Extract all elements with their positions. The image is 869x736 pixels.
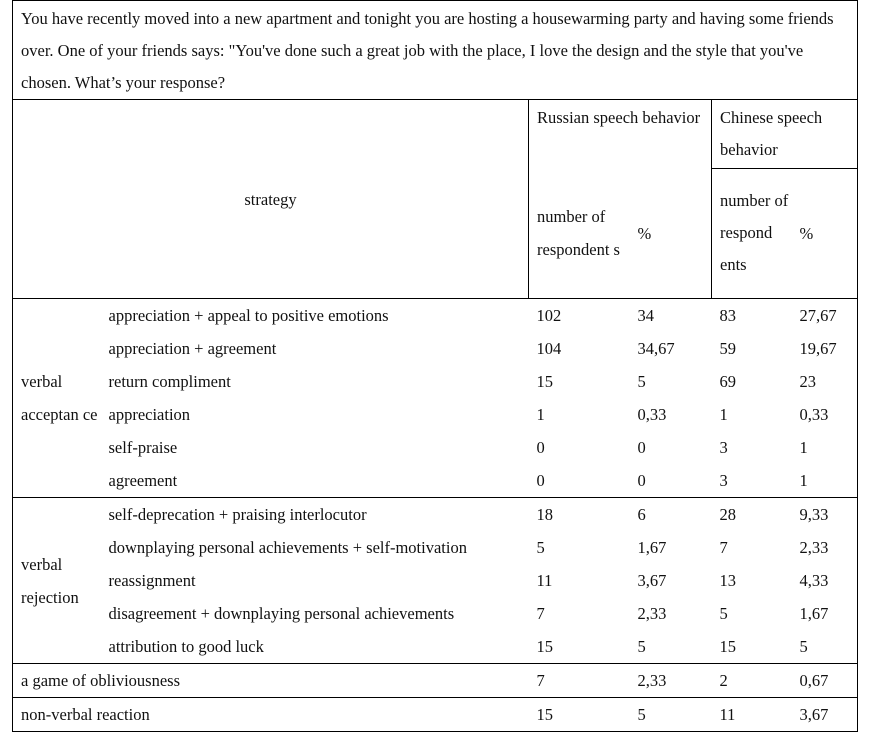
ru-count-cell: 15 xyxy=(529,630,630,664)
ru-count-cell: 0 xyxy=(536,438,545,457)
cn-count-cell: 28 xyxy=(719,505,736,524)
chinese-count-header: number of respond ents xyxy=(712,168,792,299)
cn-percent-cell: 9,33 xyxy=(792,498,858,532)
table-row xyxy=(13,365,858,398)
ru-count-cell: 11 xyxy=(536,571,553,590)
chinese-header: Chinese speech behavior xyxy=(712,100,858,169)
group-label-acceptance: verbal acceptan ce xyxy=(13,299,101,498)
table-row xyxy=(13,597,858,630)
strategy-cell: downplaying personal achievements + self-motivation xyxy=(108,538,467,557)
ru-count-cell: 15 xyxy=(529,698,630,732)
strategy-cell: a game of obliviousness xyxy=(13,664,529,698)
russian-percent-header: % xyxy=(630,168,712,299)
cn-count-cell: 83 xyxy=(719,306,736,325)
cn-percent-cell: 5 xyxy=(792,630,858,664)
scenario-prompt: You have recently moved into a new apartment and tonight you are hosting a housewarming party and having some friends over. One of your friends says: "You've done such a great job with the place, I love the design and the style that you've chosen. What’s your response? xyxy=(13,1,858,100)
cn-count-cell: 69 xyxy=(719,372,736,391)
cn-percent-cell: 4,33 xyxy=(792,564,858,597)
cn-count-cell: 5 xyxy=(719,604,728,623)
ru-percent-cell: 1,67 xyxy=(637,538,667,557)
table-row xyxy=(13,398,858,431)
cn-percent-cell: 0,33 xyxy=(792,398,858,431)
ru-count-cell: 18 xyxy=(536,505,553,524)
table-row xyxy=(13,664,858,698)
strategy-cell: non-verbal reaction xyxy=(13,698,529,732)
table-row xyxy=(13,332,858,365)
strategy-cell: appreciation xyxy=(108,405,191,424)
strategy-cell: self-deprecation + praising interlocutor xyxy=(108,505,367,524)
russian-count-header: number of respondent s xyxy=(529,168,630,299)
cn-count-cell: 15 xyxy=(712,630,792,664)
ru-count-cell: 102 xyxy=(536,306,562,325)
table-row xyxy=(13,531,858,564)
table-row xyxy=(13,299,858,333)
ru-percent-cell: 2,33 xyxy=(637,604,667,623)
cn-count-cell: 2 xyxy=(712,664,792,698)
strategy-cell: disagreement + downplaying personal achievements xyxy=(108,604,455,623)
ru-percent-cell: 5 xyxy=(630,698,712,732)
ru-percent-cell: 34,67 xyxy=(637,339,675,358)
strategy-cell: return compliment xyxy=(108,372,231,391)
strategy-cell: attribution to good luck xyxy=(101,630,529,664)
cn-percent-cell: 1 xyxy=(792,464,858,498)
cn-percent-cell: 1 xyxy=(792,431,858,464)
cn-count-cell: 1 xyxy=(719,405,728,424)
cn-count-cell: 13 xyxy=(719,571,736,590)
cn-percent-cell: 1,67 xyxy=(792,597,858,630)
ru-count-cell: 7 xyxy=(536,604,545,623)
ru-count-cell: 7 xyxy=(529,664,630,698)
cn-count-cell: 3 xyxy=(719,438,728,457)
strategy-cell: reassignment xyxy=(108,571,196,590)
ru-percent-cell: 5 xyxy=(630,630,712,664)
cn-percent-cell: 2,33 xyxy=(792,531,858,564)
survey-table-page xyxy=(12,0,857,732)
prompt-row xyxy=(13,1,858,100)
cn-percent-cell: 27,67 xyxy=(792,299,858,333)
strategy-cell: appreciation + appeal to positive emotions xyxy=(108,306,389,325)
header-row-top xyxy=(13,100,858,169)
ru-percent-cell: 0 xyxy=(637,438,646,457)
cn-percent-cell: 0,67 xyxy=(792,664,858,698)
group-label-rejection: verbal rejection xyxy=(13,498,101,664)
cn-percent-cell: 3,67 xyxy=(792,698,858,732)
table-row xyxy=(13,564,858,597)
ru-count-cell: 104 xyxy=(536,339,562,358)
cn-count-cell: 59 xyxy=(719,339,736,358)
table-row xyxy=(13,698,858,732)
ru-percent-cell: 0,33 xyxy=(637,405,667,424)
cn-percent-cell: 19,67 xyxy=(792,332,858,365)
ru-percent-cell: 34 xyxy=(637,306,654,325)
russian-header: Russian speech behavior xyxy=(529,100,712,169)
cn-count-cell: 11 xyxy=(712,698,792,732)
strategy-header: strategy xyxy=(13,100,529,299)
table-row xyxy=(13,464,858,498)
ru-percent-cell: 0 xyxy=(630,464,712,498)
ru-count-cell: 5 xyxy=(536,538,545,557)
table-row xyxy=(13,498,858,532)
strategy-cell: self-praise xyxy=(108,438,178,457)
ru-count-cell: 0 xyxy=(529,464,630,498)
strategy-cell: appreciation + agreement xyxy=(108,339,277,358)
ru-percent-cell: 5 xyxy=(637,372,646,391)
ru-percent-cell: 3,67 xyxy=(637,571,667,590)
ru-percent-cell: 2,33 xyxy=(630,664,712,698)
strategy-cell: agreement xyxy=(101,464,529,498)
chinese-percent-header: % xyxy=(792,168,858,299)
ru-count-cell: 15 xyxy=(536,372,553,391)
speech-behavior-table xyxy=(12,0,858,732)
ru-percent-cell: 6 xyxy=(637,505,646,524)
cn-count-cell: 3 xyxy=(712,464,792,498)
cn-percent-cell: 23 xyxy=(792,365,858,398)
ru-count-cell: 1 xyxy=(536,405,545,424)
cn-count-cell: 7 xyxy=(719,538,728,557)
table-row xyxy=(13,431,858,464)
table-row xyxy=(13,630,858,664)
